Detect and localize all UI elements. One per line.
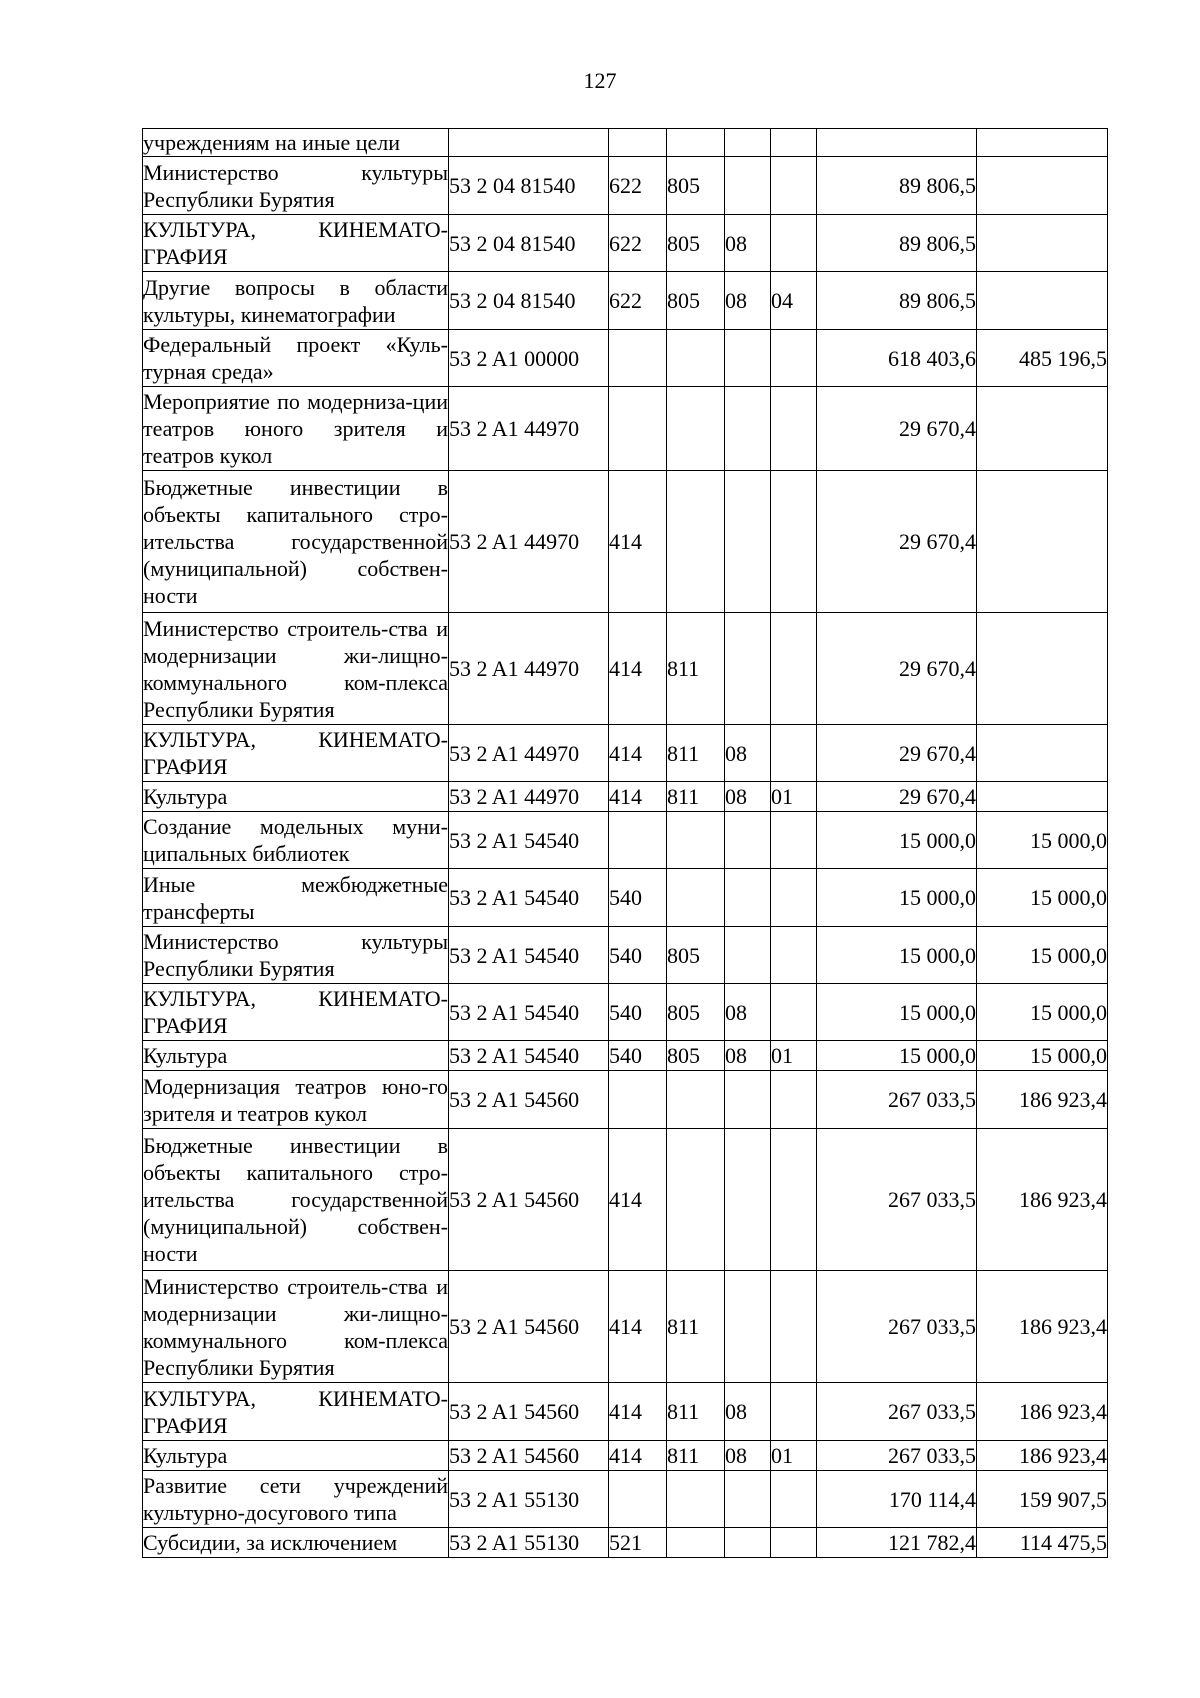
row-section [725, 1071, 771, 1129]
row-name: Министерство культуры Республики Бурятия [143, 927, 449, 984]
table-row [143, 215, 1108, 272]
row-amount-federal: 15 000,0 [977, 984, 1108, 1041]
row-amount-federal: 186 923,4 [977, 1271, 1108, 1383]
row-amount-total: 15 000,0 [817, 927, 977, 984]
row-name: Бюджетные инвестиции в объекты капитального стро-ительства государственной (муниципальной) собствен-ности [143, 1129, 449, 1271]
row-subsection [771, 129, 817, 157]
row-amount-total: 267 033,5 [817, 1129, 977, 1271]
row-amount-federal [977, 272, 1108, 330]
row-amount-federal [977, 215, 1108, 272]
table-row [143, 1071, 1108, 1129]
row-subsection [771, 725, 817, 782]
row-target-code: 53 2 04 81540 [449, 215, 609, 272]
row-section: 08 [725, 215, 771, 272]
budget-table [142, 128, 1108, 1558]
row-section [725, 330, 771, 387]
row-subsection [771, 1071, 817, 1129]
row-expense-type: 622 [609, 272, 667, 330]
row-target-code: 53 2 A1 54560 [449, 1441, 609, 1471]
row-target-code: 53 2 A1 44970 [449, 725, 609, 782]
row-section: 08 [725, 1441, 771, 1471]
row-target-code: 53 2 A1 54560 [449, 1071, 609, 1129]
row-subsection [771, 387, 817, 471]
table-row [143, 812, 1108, 869]
row-name: Иные межбюджетные трансферты [143, 869, 449, 927]
row-amount-federal: 186 923,4 [977, 1071, 1108, 1129]
row-subsection [771, 330, 817, 387]
table-row [143, 1129, 1108, 1271]
row-section [725, 1129, 771, 1271]
table-row [143, 1271, 1108, 1383]
row-target-code: 53 2 04 81540 [449, 272, 609, 330]
table-row [143, 157, 1108, 215]
row-ministry-code [667, 330, 725, 387]
row-amount-federal: 15 000,0 [977, 869, 1108, 927]
row-section: 08 [725, 1383, 771, 1441]
row-name: КУЛЬТУРА, КИНЕМАТО-ГРАФИЯ [143, 1383, 449, 1441]
row-target-code: 53 2 A1 44970 [449, 471, 609, 613]
row-amount-total: 15 000,0 [817, 812, 977, 869]
row-target-code: 53 2 A1 54540 [449, 869, 609, 927]
row-target-code: 53 2 A1 44970 [449, 387, 609, 471]
row-amount-federal: 186 923,4 [977, 1383, 1108, 1441]
row-name: Модернизация театров юно-го зрителя и театров кукол [143, 1071, 449, 1129]
row-section [725, 869, 771, 927]
row-name: Субсидии, за исключением [143, 1528, 449, 1558]
row-ministry-code: 805 [667, 272, 725, 330]
row-target-code: 53 2 A1 44970 [449, 782, 609, 812]
row-expense-type: 414 [609, 782, 667, 812]
row-ministry-code [667, 869, 725, 927]
row-subsection: 04 [771, 272, 817, 330]
row-amount-federal: 15 000,0 [977, 927, 1108, 984]
row-amount-federal: 159 907,5 [977, 1471, 1108, 1528]
row-ministry-code: 811 [667, 782, 725, 812]
row-section: 08 [725, 272, 771, 330]
table-row [143, 129, 1108, 157]
row-expense-type: 414 [609, 1271, 667, 1383]
row-ministry-code: 805 [667, 215, 725, 272]
row-name: КУЛЬТУРА, КИНЕМАТО-ГРАФИЯ [143, 215, 449, 272]
row-amount-federal [977, 782, 1108, 812]
row-name: Министерство строитель-ства и модернизации жи-лищно-коммунального ком-плекса Республики Бурятия [143, 1271, 449, 1383]
row-subsection [771, 984, 817, 1041]
row-ministry-code: 811 [667, 1271, 725, 1383]
row-subsection: 01 [771, 1441, 817, 1471]
row-expense-type: 414 [609, 613, 667, 725]
row-amount-total: 121 782,4 [817, 1528, 977, 1558]
row-amount-total: 15 000,0 [817, 1041, 977, 1071]
row-ministry-code [667, 471, 725, 613]
row-subsection [771, 812, 817, 869]
row-expense-type: 622 [609, 157, 667, 215]
row-expense-type: 414 [609, 725, 667, 782]
row-subsection [771, 1271, 817, 1383]
row-target-code: 53 2 A1 54540 [449, 927, 609, 984]
row-subsection [771, 215, 817, 272]
row-target-code: 53 2 A1 55130 [449, 1528, 609, 1558]
row-amount-federal: 186 923,4 [977, 1441, 1108, 1471]
table-row [143, 1528, 1108, 1558]
row-section [725, 129, 771, 157]
row-ministry-code [667, 1528, 725, 1558]
row-expense-type: 622 [609, 215, 667, 272]
row-section [725, 471, 771, 613]
row-target-code: 53 2 A1 54560 [449, 1129, 609, 1271]
row-subsection: 01 [771, 1041, 817, 1071]
row-target-code: 53 2 A1 54560 [449, 1271, 609, 1383]
row-ministry-code [667, 1129, 725, 1271]
row-expense-type: 521 [609, 1528, 667, 1558]
table-body [143, 129, 1108, 1558]
row-amount-federal: 15 000,0 [977, 812, 1108, 869]
row-name: Федеральный проект «Куль-турная среда» [143, 330, 449, 387]
row-section [725, 1271, 771, 1383]
table-row [143, 613, 1108, 725]
row-ministry-code [667, 387, 725, 471]
row-target-code: 53 2 04 81540 [449, 157, 609, 215]
row-subsection [771, 869, 817, 927]
table-row [143, 869, 1108, 927]
row-ministry-code: 811 [667, 613, 725, 725]
row-name: Культура [143, 1441, 449, 1471]
row-ministry-code: 805 [667, 984, 725, 1041]
row-ministry-code [667, 1471, 725, 1528]
row-amount-total: 267 033,5 [817, 1441, 977, 1471]
row-ministry-code: 805 [667, 1041, 725, 1071]
row-section [725, 1528, 771, 1558]
row-target-code: 53 2 A1 44970 [449, 613, 609, 725]
row-amount-total: 267 033,5 [817, 1271, 977, 1383]
row-ministry-code: 811 [667, 1383, 725, 1441]
table-row [143, 725, 1108, 782]
row-expense-type: 414 [609, 1129, 667, 1271]
row-amount-federal: 15 000,0 [977, 1041, 1108, 1071]
table-row [143, 1041, 1108, 1071]
row-ministry-code: 805 [667, 927, 725, 984]
table-row [143, 330, 1108, 387]
table-row [143, 927, 1108, 984]
row-name: Культура [143, 1041, 449, 1071]
table-row [143, 387, 1108, 471]
row-subsection [771, 471, 817, 613]
row-amount-total: 29 670,4 [817, 613, 977, 725]
row-name: КУЛЬТУРА, КИНЕМАТО-ГРАФИЯ [143, 725, 449, 782]
row-subsection: 01 [771, 782, 817, 812]
row-expense-type: 414 [609, 1383, 667, 1441]
row-name: Развитие сети учреждений культурно-досугового типа [143, 1471, 449, 1528]
row-amount-total: 89 806,5 [817, 157, 977, 215]
row-amount-total: 29 670,4 [817, 782, 977, 812]
row-amount-federal [977, 387, 1108, 471]
row-section [725, 1471, 771, 1528]
row-ministry-code: 811 [667, 1441, 725, 1471]
row-expense-type [609, 387, 667, 471]
row-amount-total: 89 806,5 [817, 272, 977, 330]
row-amount-federal [977, 725, 1108, 782]
row-expense-type [609, 1471, 667, 1528]
row-amount-federal [977, 471, 1108, 613]
row-expense-type: 540 [609, 1041, 667, 1071]
row-amount-total: 29 670,4 [817, 471, 977, 613]
row-subsection [771, 1528, 817, 1558]
row-ministry-code: 805 [667, 157, 725, 215]
table-row [143, 1471, 1108, 1528]
row-amount-total: 267 033,5 [817, 1383, 977, 1441]
row-target-code: 53 2 A1 54540 [449, 984, 609, 1041]
row-expense-type [609, 330, 667, 387]
row-expense-type: 540 [609, 869, 667, 927]
row-amount-federal [977, 157, 1108, 215]
row-amount-total: 267 033,5 [817, 1071, 977, 1129]
table-row [143, 471, 1108, 613]
row-subsection [771, 1471, 817, 1528]
row-amount-federal: 485 196,5 [977, 330, 1108, 387]
row-name: Министерство строитель-ства и модернизации жи-лищно-коммунального ком-плекса Республики Бурятия [143, 613, 449, 725]
row-subsection [771, 927, 817, 984]
row-name: КУЛЬТУРА, КИНЕМАТО-ГРАФИЯ [143, 984, 449, 1041]
row-section: 08 [725, 1041, 771, 1071]
page-number: 127 [583, 68, 617, 93]
table-row [143, 984, 1108, 1041]
row-amount-total: 15 000,0 [817, 984, 977, 1041]
row-amount-total: 170 114,4 [817, 1471, 977, 1528]
table-row [143, 272, 1108, 330]
row-subsection [771, 613, 817, 725]
table-row [143, 782, 1108, 812]
row-amount-federal [977, 129, 1108, 157]
row-expense-type [609, 129, 667, 157]
row-ministry-code: 811 [667, 725, 725, 782]
row-expense-type [609, 812, 667, 869]
row-section: 08 [725, 782, 771, 812]
row-expense-type: 414 [609, 1441, 667, 1471]
row-ministry-code [667, 812, 725, 869]
row-ministry-code [667, 1071, 725, 1129]
row-section [725, 157, 771, 215]
row-amount-total: 29 670,4 [817, 725, 977, 782]
row-name: Создание модельных муни-ципальных библиотек [143, 812, 449, 869]
table-row [143, 1383, 1108, 1441]
row-amount-total: 89 806,5 [817, 215, 977, 272]
row-amount-total [817, 129, 977, 157]
row-amount-total: 618 403,6 [817, 330, 977, 387]
row-name: Министерство культуры Республики Бурятия [143, 157, 449, 215]
row-expense-type: 414 [609, 471, 667, 613]
row-amount-federal: 186 923,4 [977, 1129, 1108, 1271]
row-amount-total: 15 000,0 [817, 869, 977, 927]
row-subsection [771, 1383, 817, 1441]
row-section [725, 812, 771, 869]
row-expense-type [609, 1071, 667, 1129]
row-name: учреждениям на иные цели [143, 129, 449, 157]
row-target-code: 53 2 A1 55130 [449, 1471, 609, 1528]
row-section [725, 387, 771, 471]
row-amount-federal: 114 475,5 [977, 1528, 1108, 1558]
row-target-code: 53 2 A1 54540 [449, 812, 609, 869]
row-name: Культура [143, 782, 449, 812]
row-section: 08 [725, 725, 771, 782]
row-target-code: 53 2 A1 54560 [449, 1383, 609, 1441]
row-amount-federal [977, 613, 1108, 725]
row-name: Другие вопросы в области культуры, кинематографии [143, 272, 449, 330]
table-row [143, 1441, 1108, 1471]
row-target-code [449, 129, 609, 157]
row-name: Бюджетные инвестиции в объекты капитального стро-ительства государственной (муниципальной) собствен-ности [143, 471, 449, 613]
row-subsection [771, 157, 817, 215]
row-section [725, 613, 771, 725]
row-ministry-code [667, 129, 725, 157]
row-target-code: 53 2 A1 54540 [449, 1041, 609, 1071]
row-name: Мероприятие по модерниза-ции театров юного зрителя и театров кукол [143, 387, 449, 471]
row-expense-type: 540 [609, 984, 667, 1041]
row-subsection [771, 1129, 817, 1271]
row-target-code: 53 2 A1 00000 [449, 330, 609, 387]
row-section [725, 927, 771, 984]
row-amount-total: 29 670,4 [817, 387, 977, 471]
row-section: 08 [725, 984, 771, 1041]
row-expense-type: 540 [609, 927, 667, 984]
